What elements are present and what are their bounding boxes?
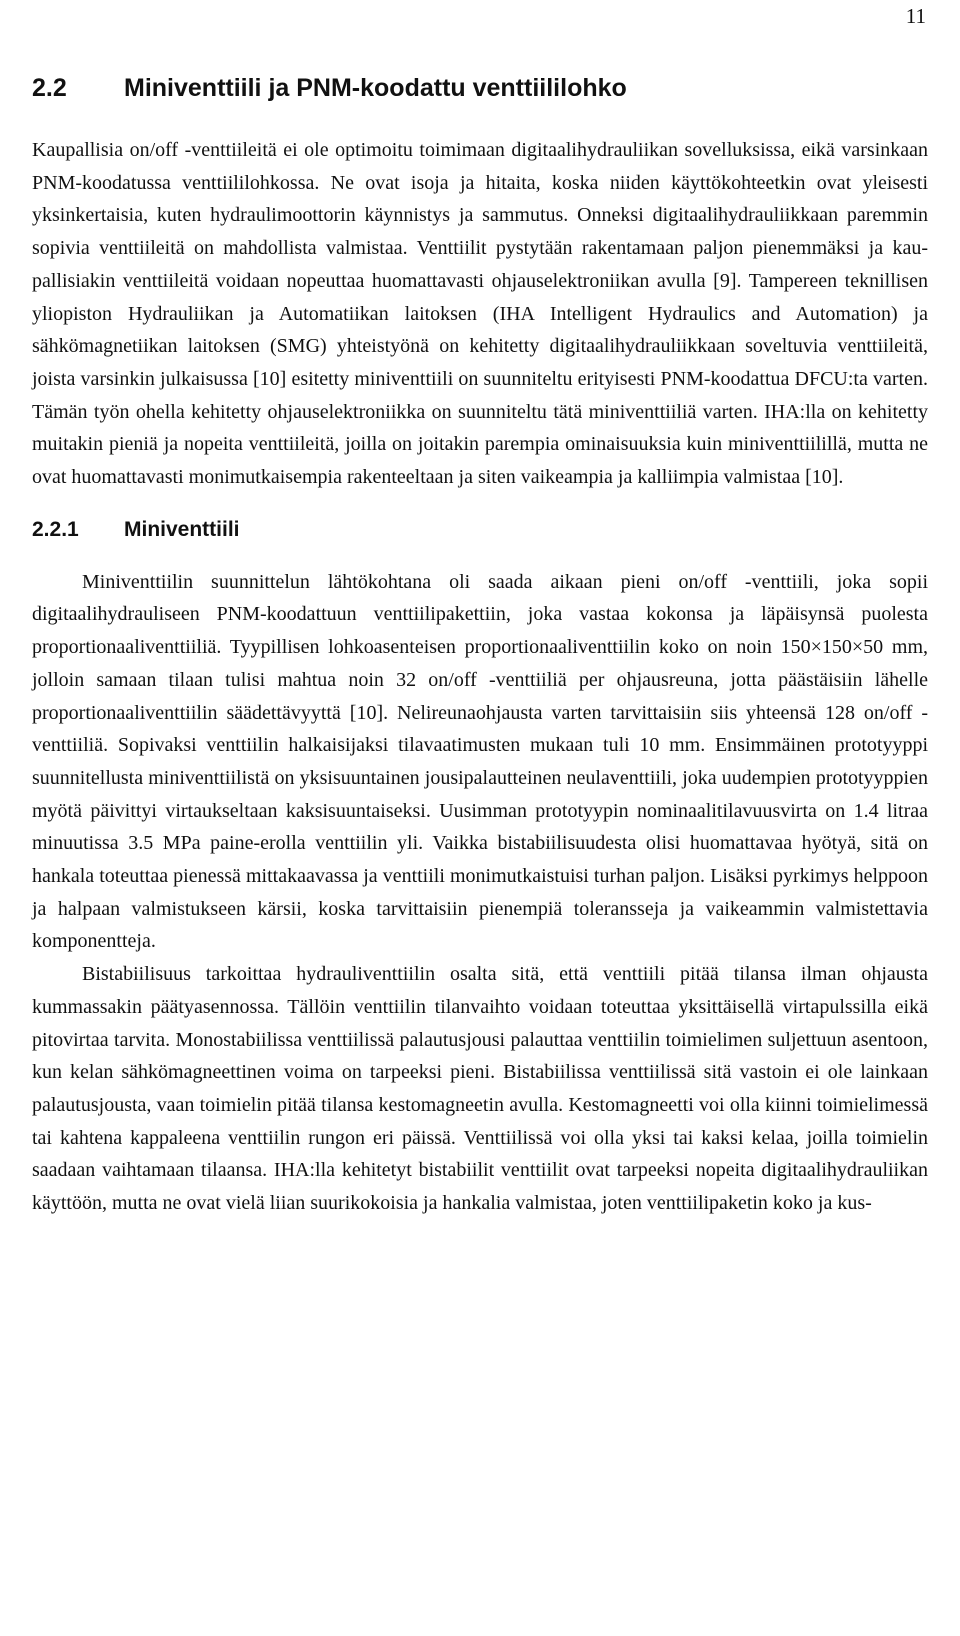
subsection-title: Miniventtiili [124,517,240,541]
section-number: 2.2 [32,74,67,102]
subsection-number: 2.2.1 [32,517,79,541]
subsection-paragraph-2: Bistabiilisuus tarkoittaa hydrauliventtiilin osalta sitä, että venttiili pitää tilansa ilman ohjausta kummassakin päätyasennossa. Tällöin venttiilin tilanvaihto voidaan toteuttaa yksittäisellä virtapulssilla eikä pitovirtaa tarvita. Monostabiilissa venttiilissä palautusjousi palauttaa venttiilin toimielimen suljettuun asentoon, kun kelan sähkömagneettinen voima on tarpeeksi pieni. Bistabiilissa venttiilissä sitä vastoin ei ole lainkaan palautusjousta, vaan toimielin pitää tilansa kestomagneetin avulla. Kestomagneetti voi olla kiinni toimielimessä tai kahtena kappaleena venttiilin rungon eri päissä. Venttiilissä voi olla yksi tai kaksi kelaa, joilla toimielin saadaan vaihtamaan tilaansa. IHA:lla kehitetyt bistabiilit venttiilit ovat tarpeeksi nopeita digitaalihydrauliikan käyttöön, mutta ne ovat vielä liian suurikokoisia ja hankalia valmistaa, joten venttiilipaketin koko ja kus- [32,963,928,1215]
section-heading [32,70,928,106]
section-title: Miniventtiili ja PNM-koodattu venttiililohko [124,74,627,102]
subsection-heading [32,514,928,546]
page-number: 11 [905,4,926,28]
document-body [32,70,928,1220]
section-paragraph: Kaupallisia on/off -venttiileitä ei ole optimoitu toimimaan digitaalihydrauliikan sovelluksissa, eikä varsinkaan PNM-koodatussa venttiililohkossa. Ne ovat isoja ja hitaita, koska niiden käyttökohteetkin ovat yleisesti yksinkertaisia, kuten hydraulimoottorin käynnistys ja sammutus. Onneksi digitaalihydrauliikkaan paremmin sopivia venttiileitä on mahdollista valmistaa. Venttiilit pystytään rakentamaan paljon pienemmäksi ja kaupallisiakin venttiileitä voidaan nopeuttaa huomattavasti ohjauselektroniikan avulla [9]. Tampereen teknillisen yliopiston Hydrauliikan ja Automatiikan laitoksen (IHA Intelligent Hydraulics and Automation) ja sähkömagnetiikan laitoksen (SMG) yhteistyönä on kehitetty digitaalihydrauliikkaan soveltuvia venttiileitä, joista varsinkin julkaisussa [10] esitetty miniventtiili on suunniteltu erityisesti PNM-koodattua DFCU:ta varten. Tämän työn ohella kehitetty ohjauselektroniikka on suunniteltu tätä miniventtiiliä varten. IHA:lla on kehitetty muitakin pieniä ja nopeita venttiileitä, joilla on joitakin parempia ominaisuuksia kuin miniventtiilillä, mutta ne ovat huomattavasti monimutkaisempia rakenteeltaan ja siten vaikeampia ja kalliimpia valmistaa [10]. [32,139,928,489]
subsection-paragraph-1: Miniventtiilin suunnittelun lähtökohtana oli saada aikaan pieni on/off -venttiili, joka sopii digitaalihydrauliseen PNM-koodattuun venttiilipakettiin, joka vastaa kokonsa ja läpäisynsä puolesta proportionaaliventtiiliä. Tyypillisen lohkoasenteisen proportionaaliventtiilin koko on noin 150×150×50 mm, jolloin samaan tilaan tulisi mahtua noin 32 on/off -venttiiliä per ohjausreuna, jotta päästäisiin lähelle proportionaaliventtiilin säädettävyyttä [10]. Nelireunaohjausta varten tarvittaisiin siis yhteensä 128 on/off -venttiiliä. Sopivaksi venttiilin halkaisijaksi tilavaatimusten mukaan tuli 10 mm. Ensimmäinen prototyyppi suunnitellusta miniventtiilistä on yksisuuntainen jousipalautteinen neulaventtiili, joka uudempien prototyyppien myötä päivittyi virtaukseltaan kaksisuuntaiseksi. Uusimman prototyypin nominaalitilavuusvirta on 1.4 litraa minuutissa 3.5 MPa paine-erolla venttiilin yli. Vaikka bistabiilisuudesta olisi huomattavaa hyötyä, sitä on hankala toteuttaa pienessä mittakaavassa ja venttiili monimutkaistuisi turhan paljon. Lisäksi pyrkimys helppoon ja halpaan valmistukseen kärsii, koska tarvittaisiin pienempiä toleransseja ja vaikeammin valmistettavia komponentteja. [32,570,928,953]
